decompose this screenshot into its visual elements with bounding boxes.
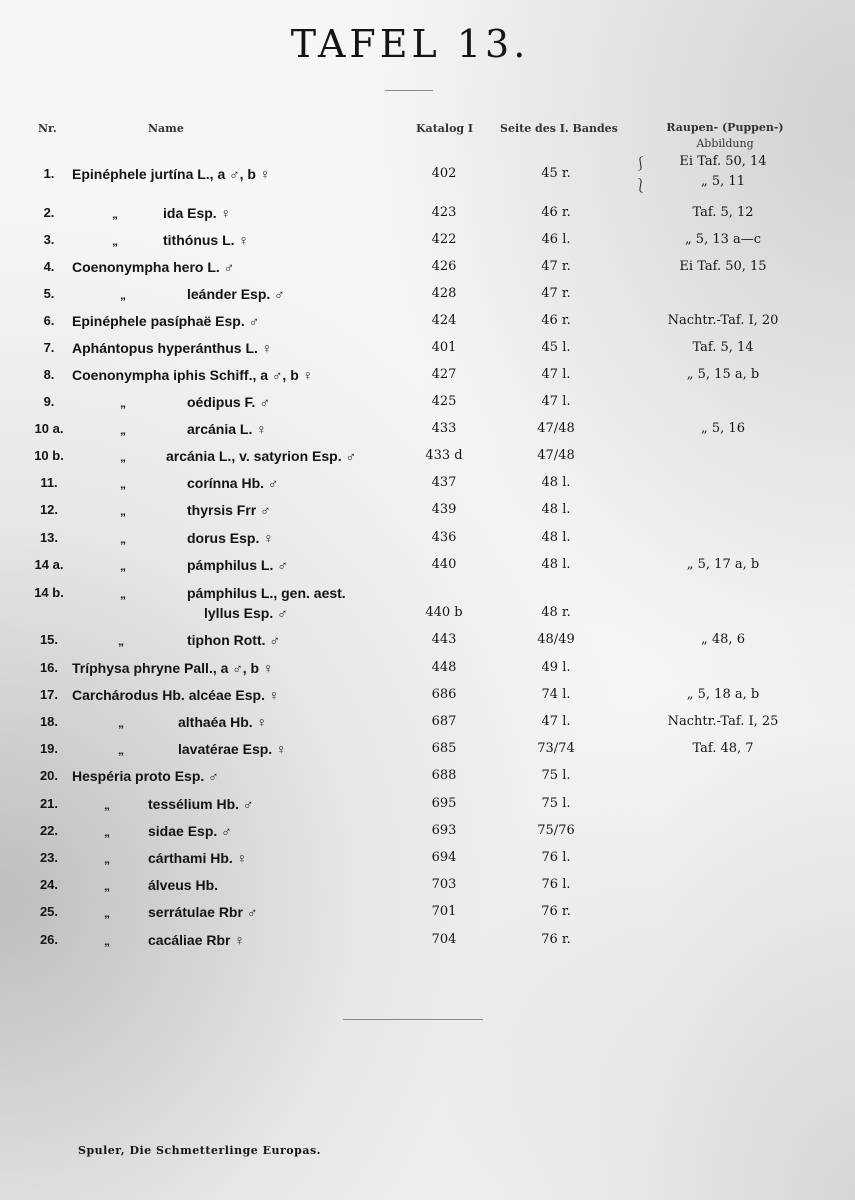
illustration-reference: Nachtr.-Taf. I, 25 [667, 714, 779, 729]
page-reference: 48 l. [541, 475, 571, 490]
ditto-mark: „ [120, 450, 126, 464]
species-name: althaéa Hb. ♀ [178, 714, 268, 730]
header-seite: Seite des I. Bandes [500, 122, 618, 135]
page-reference: 46 r. [541, 313, 571, 328]
illustration-reference: „ 48, 6 [701, 632, 745, 647]
species-name: Epinéphele pasíphaë Esp. ♂ [72, 313, 260, 329]
table-row [0, 850, 855, 876]
header-raupen [660, 120, 790, 152]
illustration-reference: „ 5, 18 a, b [686, 687, 760, 702]
row-number: 16. [39, 660, 59, 675]
katalog-number: 701 [431, 904, 457, 919]
header-nr: Nr. [38, 122, 57, 135]
row-number: 22. [39, 823, 59, 838]
page-reference: 76 r. [541, 904, 571, 919]
page-reference: 74 l. [541, 687, 571, 702]
species-name: dorus Esp. ♀ [187, 530, 274, 546]
species-name: Hespéria proto Esp. ♂ [72, 768, 219, 784]
footer-citation: Spuler, Die Schmetterlinge Europas. [78, 1144, 321, 1157]
katalog-number: 436 [431, 530, 457, 545]
species-name: Aphántopus hyperánthus L. ♀ [72, 340, 273, 356]
page-reference: 47 l. [541, 367, 571, 382]
page-reference: 48 l. [541, 557, 571, 572]
table-row [0, 632, 855, 658]
table-row [0, 660, 855, 686]
row-number: 7. [43, 340, 55, 355]
katalog-number: 401 [431, 340, 457, 355]
species-name: sidae Esp. ♂ [148, 823, 232, 839]
row-number: 11. [40, 475, 58, 490]
ditto-mark: „ [120, 504, 126, 518]
header-raupen-line2: Abbildung [696, 137, 754, 150]
table-row [0, 259, 855, 285]
row-number: 9. [43, 394, 55, 409]
species-name: cacáliae Rbr ♀ [148, 932, 245, 948]
illustration-reference: Ei Taf. 50, 14 [679, 154, 767, 169]
page-reference: 75/76 [537, 823, 575, 838]
header-raupen-line1: Raupen- (Puppen-) [666, 121, 784, 134]
species-name: Epinéphele jurtína L., a ♂, b ♀ [72, 166, 271, 182]
table-row [0, 205, 855, 231]
table-row [0, 340, 855, 366]
katalog-number: 433 d [425, 448, 463, 463]
ditto-mark: „ [104, 879, 110, 893]
species-name: tessélium Hb. ♂ [148, 796, 254, 812]
species-name: lavatérae Esp. ♀ [178, 741, 287, 757]
species-name: arcánia L., v. satyrion Esp. ♂ [166, 448, 356, 464]
katalog-number: 694 [431, 850, 457, 865]
row-number: 20. [39, 768, 59, 783]
ditto-mark: „ [104, 852, 110, 866]
table-row [0, 530, 855, 556]
katalog-number: 428 [431, 286, 457, 301]
ditto-mark: „ [104, 825, 110, 839]
page-reference: 76 l. [541, 850, 571, 865]
row-number: 6. [43, 313, 55, 328]
ditto-mark: „ [112, 207, 118, 221]
species-name: Coenonympha iphis Schiff., a ♂, b ♀ [72, 367, 314, 383]
row-number: 21. [39, 796, 59, 811]
species-name: tiphon Rott. ♂ [187, 632, 280, 648]
katalog-number: 402 [431, 166, 457, 181]
table-row [0, 286, 855, 312]
table-row [0, 904, 855, 930]
katalog-number: 437 [431, 475, 457, 490]
illustration-reference: „ 5, 13 a—c [684, 232, 762, 247]
row-number: 14 b. [34, 585, 64, 600]
page-title: TAFEL 13. [290, 22, 530, 66]
row-number: 10 b. [34, 448, 64, 463]
table-row [0, 741, 855, 767]
page-reference: 48/49 [537, 632, 575, 647]
katalog-number: 427 [431, 367, 457, 382]
illustration-reference: „ 5, 16 [701, 421, 745, 436]
illustration-reference: Taf. 48, 7 [692, 741, 754, 756]
katalog-number: 443 [431, 632, 457, 647]
header-katalog: Katalog I [416, 122, 474, 135]
species-name: Tríphysa phryne Pall., a ♂, b ♀ [72, 660, 274, 676]
species-name: serrátulae Rbr ♂ [148, 904, 258, 920]
katalog-number: 424 [431, 313, 457, 328]
ditto-mark: „ [104, 906, 110, 920]
page-reference: 48 l. [541, 530, 571, 545]
katalog-number: 426 [431, 259, 457, 274]
page-reference: 47 l. [541, 714, 571, 729]
species-name: corínna Hb. ♂ [187, 475, 279, 491]
page-reference: 47/48 [537, 448, 575, 463]
species-name: pámphilus L., gen. aest. [187, 585, 346, 601]
page-reference: 45 r. [541, 166, 571, 181]
illustration-reference: „ 5, 17 a, b [686, 557, 760, 572]
page-reference: 48 r. [541, 605, 571, 620]
page-reference: 76 l. [541, 877, 571, 892]
species-name: arcánia L. ♀ [187, 421, 267, 437]
illustration-reference: Ei Taf. 50, 15 [679, 259, 767, 274]
table-row [0, 932, 855, 958]
row-number: 13. [39, 530, 59, 545]
ditto-mark: „ [112, 234, 118, 248]
ditto-mark: „ [118, 716, 124, 730]
table-row [0, 154, 855, 192]
species-name: oédipus F. ♂ [187, 394, 270, 410]
katalog-number: 704 [431, 932, 457, 947]
header-name: Name [148, 122, 184, 135]
ditto-mark: „ [120, 477, 126, 491]
table-row [0, 714, 855, 740]
species-name: thyrsis Frr ♂ [187, 502, 271, 518]
table-row [0, 313, 855, 339]
row-number: 17. [39, 687, 59, 702]
page-reference: 76 r. [541, 932, 571, 947]
katalog-number: 693 [431, 823, 457, 838]
katalog-number: 422 [431, 232, 457, 247]
page-reference: 46 l. [541, 232, 571, 247]
table-row [0, 448, 855, 474]
row-number: 3. [43, 232, 55, 247]
ditto-mark: „ [120, 423, 126, 437]
table-row [0, 394, 855, 420]
table-row [0, 367, 855, 393]
ditto-mark: „ [120, 396, 126, 410]
row-number: 26. [39, 932, 59, 947]
row-number: 24. [39, 877, 59, 892]
page-reference: 47 l. [541, 394, 571, 409]
table-row [0, 796, 855, 822]
katalog-number: 448 [431, 660, 457, 675]
katalog-number: 685 [431, 741, 457, 756]
species-name: pámphilus L. ♂ [187, 557, 288, 573]
species-name: ida Esp. ♀ [163, 205, 232, 221]
row-number: 14 a. [34, 557, 64, 572]
page-reference: 47 r. [541, 259, 571, 274]
ditto-mark: „ [120, 559, 126, 573]
title-divider [385, 90, 433, 91]
ditto-mark: „ [104, 934, 110, 948]
illustration-reference: Nachtr.-Taf. I, 20 [667, 313, 779, 328]
table-row [0, 557, 855, 583]
table-row [0, 585, 855, 621]
ditto-mark: „ [118, 634, 124, 648]
row-number: 1. [43, 166, 55, 181]
page-reference: 49 l. [541, 660, 571, 675]
row-number: 5. [43, 286, 55, 301]
katalog-number: 695 [431, 796, 457, 811]
bottom-divider [343, 1019, 483, 1020]
ditto-mark: „ [104, 798, 110, 812]
ditto-mark: „ [120, 532, 126, 546]
row-number: 10 a. [34, 421, 64, 436]
page-reference: 47/48 [537, 421, 575, 436]
illustration-reference: Taf. 5, 14 [692, 340, 754, 355]
table-row [0, 475, 855, 501]
table-row [0, 232, 855, 258]
page-reference: 75 l. [541, 768, 571, 783]
row-number: 12. [39, 502, 59, 517]
page-reference: 46 r. [541, 205, 571, 220]
katalog-number: 433 [431, 421, 457, 436]
species-name: Carchárodus Hb. alcéae Esp. ♀ [72, 687, 280, 703]
table-row [0, 768, 855, 794]
page-reference: 73/74 [537, 741, 575, 756]
row-number: 8. [43, 367, 55, 382]
illustration-reference: Taf. 5, 12 [692, 205, 754, 220]
table-row [0, 877, 855, 903]
row-number: 2. [43, 205, 55, 220]
table-row [0, 502, 855, 528]
katalog-number: 688 [431, 768, 457, 783]
katalog-number: 703 [431, 877, 457, 892]
table-row [0, 421, 855, 447]
page-reference: 75 l. [541, 796, 571, 811]
page-reference: 48 l. [541, 502, 571, 517]
species-name: tithónus L. ♀ [163, 232, 249, 248]
row-number: 19. [39, 741, 59, 756]
illustration-reference-continued: „ 5, 11 [701, 174, 745, 189]
katalog-number: 687 [431, 714, 457, 729]
ditto-mark: „ [120, 587, 126, 601]
ditto-mark: „ [118, 743, 124, 757]
species-name-continued: lyllus Esp. ♂ [204, 605, 288, 621]
species-name: cárthami Hb. ♀ [148, 850, 248, 866]
katalog-number: 439 [431, 502, 457, 517]
katalog-number: 440 b [425, 605, 463, 620]
species-name: leánder Esp. ♂ [187, 286, 285, 302]
row-number: 25. [39, 904, 59, 919]
katalog-number: 440 [431, 557, 457, 572]
katalog-number: 686 [431, 687, 457, 702]
brace-glyph: ⎰ ⎱ [634, 157, 648, 194]
row-number: 4. [43, 259, 55, 274]
table-row [0, 687, 855, 713]
row-number: 18. [39, 714, 59, 729]
page-reference: 47 r. [541, 286, 571, 301]
species-name: Coenonympha hero L. ♂ [72, 259, 235, 275]
katalog-number: 425 [431, 394, 457, 409]
row-number: 15. [39, 632, 59, 647]
species-name: álveus Hb. [148, 877, 219, 893]
illustration-reference: „ 5, 15 a, b [686, 367, 760, 382]
page-reference: 45 l. [541, 340, 571, 355]
katalog-number: 423 [431, 205, 457, 220]
ditto-mark: „ [120, 288, 126, 302]
table-row [0, 823, 855, 849]
row-number: 23. [39, 850, 59, 865]
